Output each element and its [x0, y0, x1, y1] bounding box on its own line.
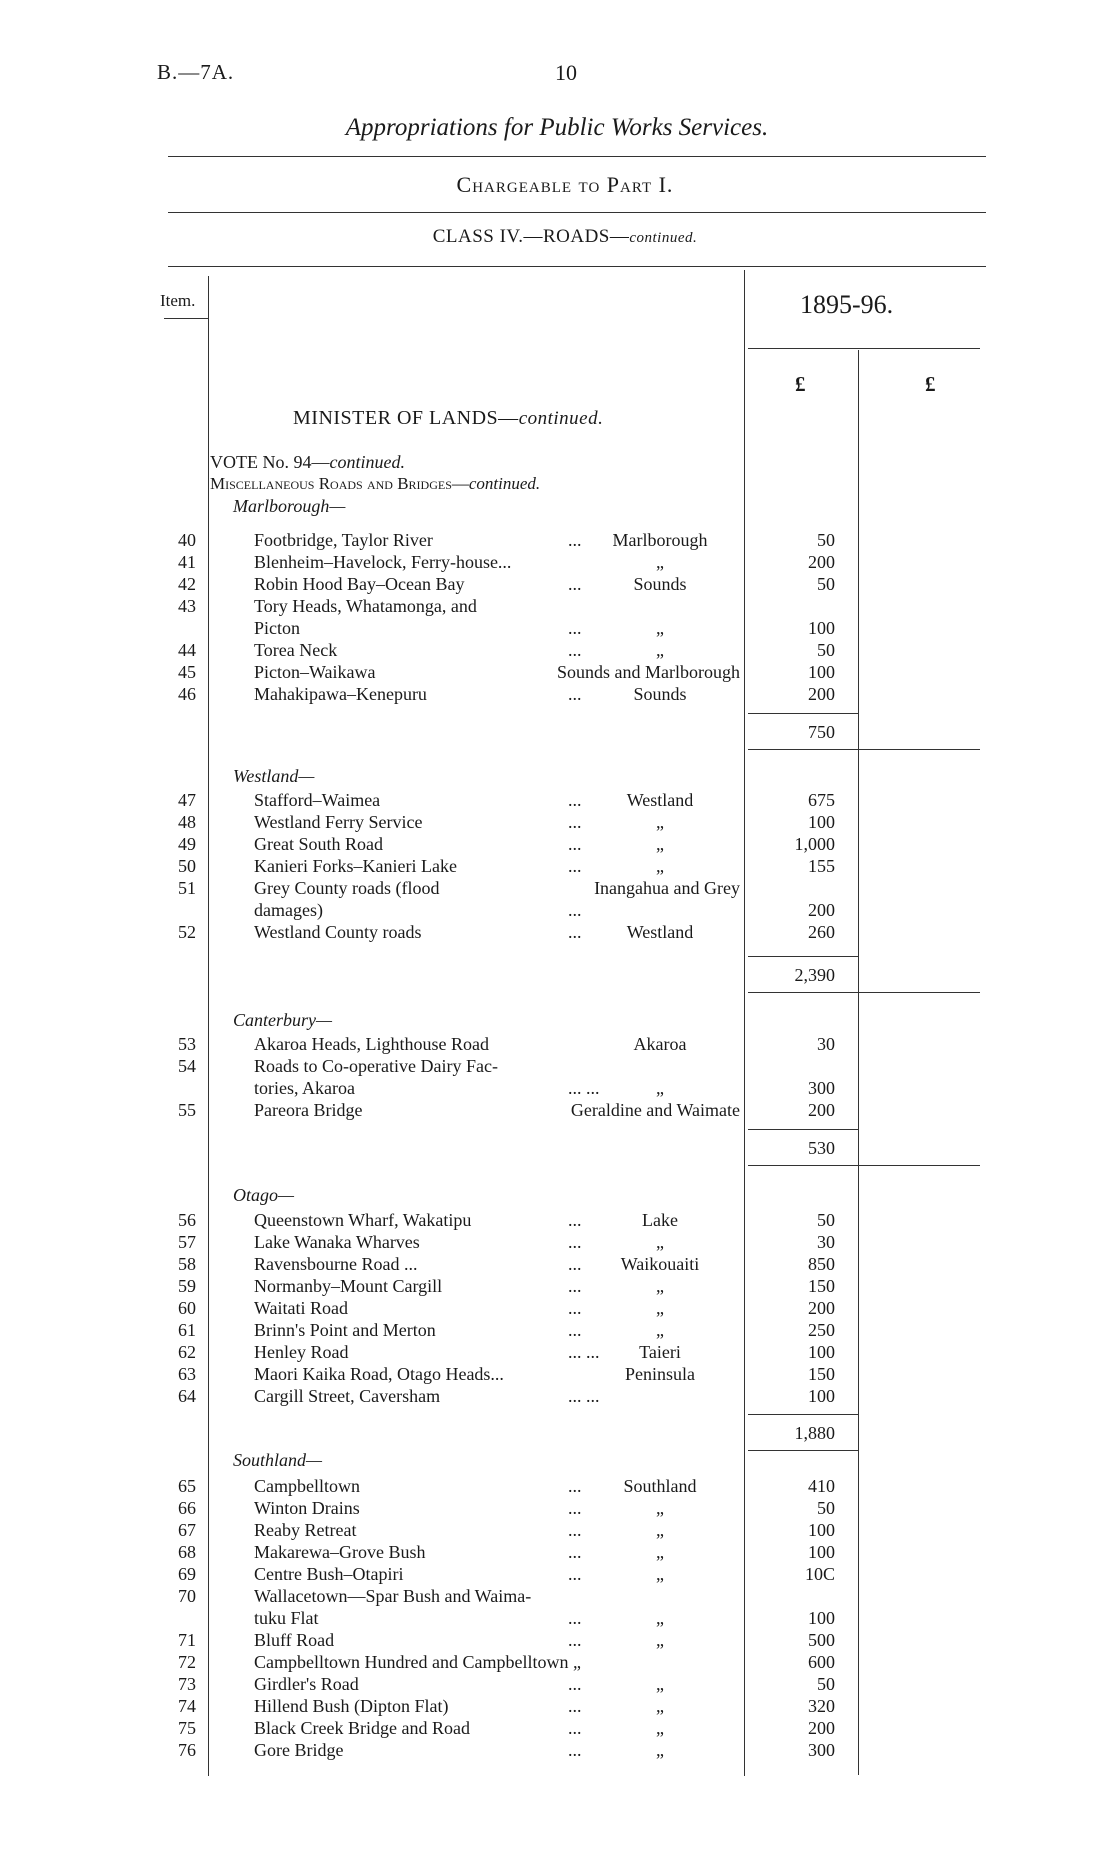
column-rule: [208, 276, 209, 1776]
row-locality: „: [656, 1276, 664, 1296]
column-header-pound-1: £: [795, 372, 806, 396]
row-name: Great South Road: [254, 834, 383, 854]
row-amount: 10C: [804, 1564, 835, 1584]
row-amount: 30: [817, 1232, 835, 1252]
vote-heading-cont: continued.: [329, 452, 405, 472]
page-number: 10: [555, 60, 577, 85]
row-item-number: 58: [178, 1254, 196, 1274]
row-locality: „: [656, 1696, 664, 1716]
row-name: Picton–Waikawa: [254, 662, 376, 682]
row-name: Campbelltown Hundred and Campbelltown „: [254, 1652, 581, 1672]
total-rule: [748, 956, 858, 957]
row-amount: 200: [808, 1100, 835, 1120]
row-leader-dots: ...: [568, 1498, 582, 1518]
row-item-number: 66: [178, 1498, 196, 1518]
row-leader-dots: ...: [568, 1630, 582, 1650]
row-item-number: 64: [178, 1386, 196, 1406]
row-locality: Marlborough: [612, 530, 708, 550]
row-leader-dots: ...: [568, 1254, 582, 1274]
row-leader-dots: ...: [568, 856, 582, 876]
row-item-number: 69: [178, 1564, 196, 1584]
row-amount: 1,000: [794, 834, 835, 854]
row-leader-dots: ...: [568, 1520, 582, 1540]
minister-heading-cont: continued.: [518, 408, 604, 429]
row-name: Picton: [254, 618, 301, 638]
row-item-number: 62: [178, 1342, 196, 1362]
row-amount: 600: [808, 1652, 835, 1672]
row-amount: 100: [808, 618, 835, 638]
row-leader-dots: ...: [568, 1718, 582, 1738]
row-item-number: 53: [178, 1034, 196, 1054]
row-amount: 50: [817, 1210, 835, 1230]
divider: [748, 749, 980, 750]
row-locality: Waikouaiti: [620, 1254, 700, 1274]
row-leader-dots: ...: [568, 1674, 582, 1694]
row-name: Makarewa–Grove Bush: [254, 1542, 426, 1562]
row-name: tuku Flat: [254, 1608, 319, 1628]
row-name: Footbridge, Taylor River: [254, 530, 433, 550]
row-leader-dots: ...: [568, 530, 582, 550]
row-locality: Peninsula: [625, 1364, 695, 1384]
row-amount: 100: [808, 1542, 835, 1562]
row-leader-dots: ...: [568, 1740, 582, 1760]
row-locality: Sounds: [633, 684, 687, 704]
row-amount: 155: [808, 856, 835, 876]
region-heading-southland: Southland—: [233, 1450, 323, 1470]
row-leader-dots: ...: [568, 1542, 582, 1562]
row-item-number: 63: [178, 1364, 196, 1384]
row-name: Grey County roads (flood: [254, 878, 440, 898]
row-name: Wallacetown—Spar Bush and Waima-: [254, 1586, 532, 1606]
row-name: Lake Wanaka Wharves: [254, 1232, 420, 1252]
row-name: Queenstown Wharf, Wakatipu: [254, 1210, 472, 1230]
row-locality: Westland: [626, 922, 694, 942]
row-name: Gore Bridge: [254, 1740, 344, 1760]
region-heading-canterbury: Canterbury—: [233, 1010, 332, 1030]
row-item-number: 40: [178, 530, 196, 550]
row-item-number: 47: [178, 790, 196, 810]
row-name: Blenheim–Havelock, Ferry-house...: [254, 552, 512, 572]
misc-heading-main: Miscellaneous Roads and Bridges—: [210, 474, 469, 493]
row-amount: 300: [808, 1740, 835, 1760]
page-title: Appropriations for Public Works Services.: [345, 114, 769, 141]
row-amount: 30: [817, 1034, 835, 1054]
row-item-number: 54: [178, 1056, 196, 1076]
chargeable-heading: Chargeable to Part I.: [456, 172, 674, 197]
row-locality: Lake: [642, 1210, 678, 1230]
row-amount: 50: [817, 1498, 835, 1518]
row-item-number: 52: [178, 922, 196, 942]
row-leader-dots: ...: [568, 684, 582, 704]
row-leader-dots: ...: [568, 1696, 582, 1716]
row-name: Westland County roads: [254, 922, 422, 942]
row-leader-dots: ...: [568, 1476, 582, 1496]
row-locality: „: [656, 1740, 664, 1760]
row-name: tories, Akaroa: [254, 1078, 355, 1098]
row-name: Normanby–Mount Cargill: [254, 1276, 443, 1296]
misc-heading: [210, 474, 540, 494]
row-locality: Southland: [623, 1476, 697, 1496]
row-name: Bluff Road: [254, 1630, 335, 1650]
row-locality: Akaroa: [633, 1034, 687, 1054]
row-locality: „: [656, 640, 664, 660]
column-header-pound-2: £: [925, 372, 936, 396]
total-rule: [748, 713, 858, 714]
row-leader-dots: ... ...: [568, 1342, 600, 1362]
minister-heading-main: MINISTER OF LANDS—: [293, 407, 519, 429]
row-amount: 260: [808, 922, 835, 942]
row-locality: „: [656, 1630, 664, 1650]
total-canterbury: 530: [808, 1138, 835, 1158]
row-locality: „: [656, 618, 664, 638]
row-item-number: 72: [178, 1652, 196, 1672]
row-name: damages): [254, 900, 323, 920]
row-leader-dots: ...: [568, 574, 582, 594]
divider: [168, 156, 986, 157]
row-locality: Westland: [626, 790, 694, 810]
row-amount: 320: [808, 1696, 835, 1716]
row-leader-dots: ...: [568, 1276, 582, 1296]
row-name: Girdler's Road: [254, 1674, 359, 1694]
row-locality: „: [656, 1718, 664, 1738]
row-item-number: 59: [178, 1276, 196, 1296]
row-item-number: 60: [178, 1298, 196, 1318]
row-amount: 200: [808, 552, 835, 572]
document-reference: B.—7A.: [157, 60, 235, 84]
divider: [168, 212, 986, 213]
row-item-number: 46: [178, 684, 196, 704]
row-locality: „: [656, 1542, 664, 1562]
row-item-number: 42: [178, 574, 196, 594]
vote-heading: [210, 452, 405, 473]
row-locality: „: [656, 812, 664, 832]
row-item-number: 51: [178, 878, 196, 898]
region-heading-westland: Westland—: [233, 766, 315, 786]
row-locality: Inangahua and Grey: [594, 878, 740, 898]
row-amount: 50: [817, 530, 835, 550]
row-name: Mahakipawa–Kenepuru: [254, 684, 427, 704]
row-item-number: 73: [178, 1674, 196, 1694]
column-rule: [858, 350, 859, 1775]
row-name: Torea Neck: [254, 640, 338, 660]
divider: [748, 992, 980, 993]
row-item-number: 45: [178, 662, 196, 682]
row-amount: 50: [817, 1674, 835, 1694]
row-name: Reaby Retreat: [254, 1520, 357, 1540]
row-leader-dots: ...: [568, 922, 582, 942]
vote-heading-main: VOTE No. 94—: [210, 452, 330, 472]
column-header-item: Item.: [160, 291, 196, 310]
row-item-number: 43: [178, 596, 196, 616]
row-name: Robin Hood Bay–Ocean Bay: [254, 574, 465, 594]
row-item-number: 67: [178, 1520, 196, 1540]
row-name: Roads to Co-operative Dairy Fac-: [254, 1056, 498, 1076]
misc-heading-cont: continued.: [468, 474, 541, 493]
row-locality: „: [656, 552, 664, 572]
divider: [164, 318, 208, 319]
row-amount: 200: [808, 900, 835, 920]
row-leader-dots: ...: [568, 812, 582, 832]
row-amount: 300: [808, 1078, 835, 1098]
row-locality: „: [656, 1320, 664, 1340]
row-locality: „: [656, 834, 664, 854]
row-locality: „: [656, 1520, 664, 1540]
row-locality: Sounds: [633, 574, 687, 594]
row-leader-dots: ...: [568, 1232, 582, 1252]
row-amount: 50: [817, 640, 835, 660]
row-leader-dots: ...: [568, 618, 582, 638]
row-leader-dots: ...: [568, 790, 582, 810]
class-heading-main: CLASS IV.—ROADS—: [432, 226, 630, 247]
row-leader-dots: ...: [568, 1210, 582, 1230]
row-amount: 150: [808, 1364, 835, 1384]
row-item-number: 65: [178, 1476, 196, 1496]
row-name: Henley Road: [254, 1342, 349, 1362]
row-item-number: 50: [178, 856, 196, 876]
region-heading-marlborough: Marlborough—: [233, 496, 346, 516]
row-name: Ravensbourne Road ...: [254, 1254, 418, 1274]
row-leader-dots: ... ...: [568, 1078, 600, 1098]
row-leader-dots: ...: [568, 1298, 582, 1318]
row-item-number: 41: [178, 552, 196, 572]
row-name: Tory Heads, Whatamonga, and: [254, 596, 477, 616]
row-locality: Geraldine and Waimate: [570, 1100, 740, 1120]
row-name: Campbelltown: [254, 1476, 360, 1496]
row-locality: „: [656, 1564, 664, 1584]
row-item-number: 55: [178, 1100, 196, 1120]
row-amount: 850: [808, 1254, 835, 1274]
row-name: Hillend Bush (Dipton Flat): [254, 1696, 449, 1716]
row-item-number: 49: [178, 834, 196, 854]
row-name: Waitati Road: [254, 1298, 349, 1318]
row-amount: 500: [808, 1630, 835, 1650]
row-item-number: 56: [178, 1210, 196, 1230]
total-rule: [748, 1414, 858, 1415]
row-item-number: 68: [178, 1542, 196, 1562]
row-name: Kanieri Forks–Kanieri Lake: [254, 856, 457, 876]
total-westland: 2,390: [794, 965, 835, 985]
row-amount: 50: [817, 574, 835, 594]
row-locality: Taieri: [639, 1342, 681, 1362]
row-leader-dots: ...: [568, 1320, 582, 1340]
row-item-number: 74: [178, 1696, 196, 1716]
row-locality: „: [656, 1608, 664, 1628]
row-amount: 100: [808, 662, 835, 682]
row-locality: „: [656, 1674, 664, 1694]
divider: [748, 1450, 858, 1451]
row-locality: Sounds and Marlborough: [557, 662, 740, 682]
total-rule: [748, 1129, 858, 1130]
row-name: Winton Drains: [254, 1498, 360, 1518]
row-name: Maori Kaika Road, Otago Heads...: [254, 1364, 504, 1384]
row-name: Black Creek Bridge and Road: [254, 1718, 470, 1738]
row-item-number: 70: [178, 1586, 196, 1606]
row-name: Centre Bush–Otapiri: [254, 1564, 404, 1584]
row-amount: 150: [808, 1276, 835, 1296]
row-item-number: 48: [178, 812, 196, 832]
row-item-number: 71: [178, 1630, 196, 1650]
class-heading-cont: continued.: [629, 230, 698, 246]
row-item-number: 76: [178, 1740, 196, 1760]
row-amount: 100: [808, 812, 835, 832]
row-name: Stafford–Waimea: [254, 790, 381, 810]
divider: [748, 1165, 980, 1166]
row-name: Cargill Street, Caversham: [254, 1386, 441, 1406]
row-leader-dots: ...: [568, 834, 582, 854]
row-name: Pareora Bridge: [254, 1100, 363, 1120]
row-leader-dots: ...: [568, 1608, 582, 1628]
row-leader-dots: ...: [568, 640, 582, 660]
column-header-year: 1895-96.: [800, 290, 894, 319]
row-locality: „: [656, 1078, 664, 1098]
row-amount: 250: [808, 1320, 835, 1340]
row-locality: „: [656, 1298, 664, 1318]
row-locality: „: [656, 1498, 664, 1518]
row-amount: 410: [808, 1476, 835, 1496]
row-item-number: 57: [178, 1232, 196, 1252]
row-item-number: 75: [178, 1718, 196, 1738]
region-heading-otago: Otago—: [233, 1185, 295, 1205]
row-amount: 675: [808, 790, 835, 810]
row-amount: 200: [808, 684, 835, 704]
class-heading: [160, 226, 970, 248]
row-amount: 200: [808, 1298, 835, 1318]
row-name: Brinn's Point and Merton: [254, 1320, 436, 1340]
row-leader-dots: ...: [568, 1564, 582, 1584]
divider: [748, 348, 980, 349]
row-amount: 100: [808, 1342, 835, 1362]
table-top-rule: [168, 266, 986, 267]
row-amount: 100: [808, 1608, 835, 1628]
row-name: Westland Ferry Service: [254, 812, 423, 832]
total-marlborough: 750: [808, 722, 835, 742]
row-amount: 200: [808, 1718, 835, 1738]
minister-heading: [293, 407, 603, 430]
row-leader-dots: ... ...: [568, 1386, 600, 1406]
row-amount: 100: [808, 1520, 835, 1540]
row-leader-dots: ...: [568, 900, 582, 920]
row-item-number: 61: [178, 1320, 196, 1340]
row-name: Akaroa Heads, Lighthouse Road: [254, 1034, 489, 1054]
row-amount: 100: [808, 1386, 835, 1406]
total-otago: 1,880: [794, 1423, 835, 1443]
row-item-number: 44: [178, 640, 196, 660]
row-locality: „: [656, 1232, 664, 1252]
row-locality: „: [656, 856, 664, 876]
